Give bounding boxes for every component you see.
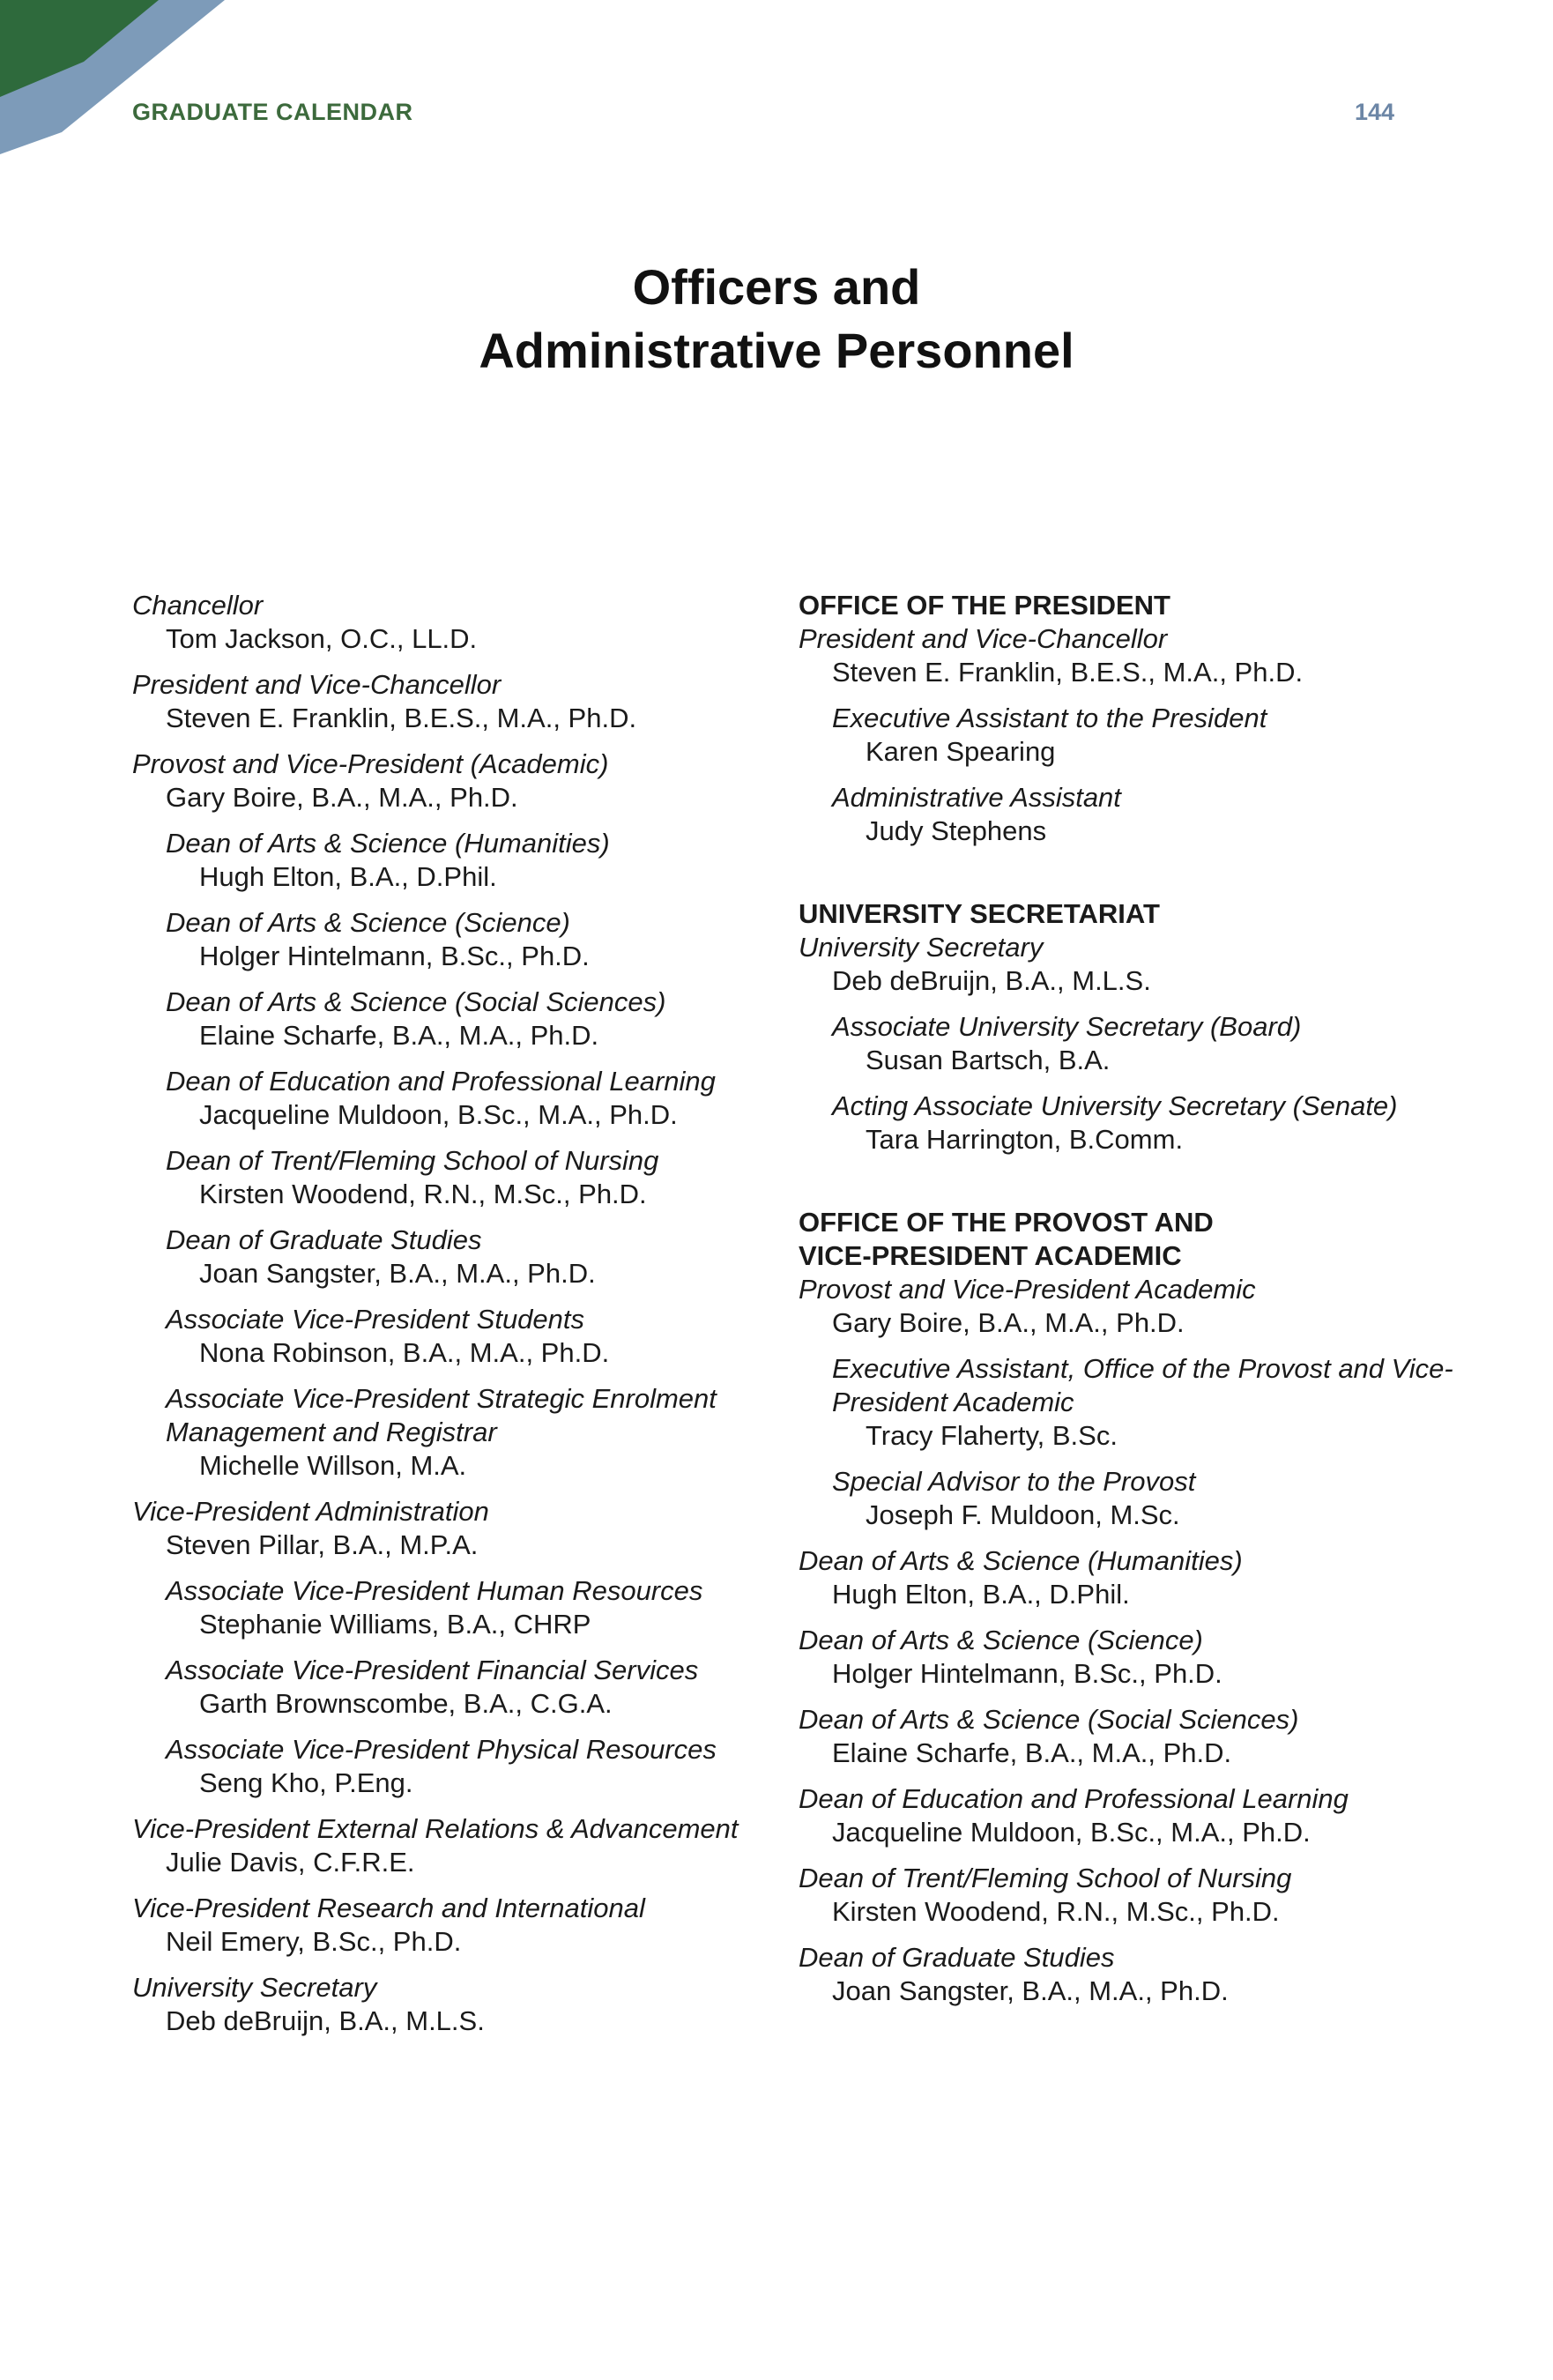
person-name: Tracy Flaherty, B.Sc. bbox=[866, 1420, 1118, 1451]
role-title: Dean of Arts & Science (Humanities) bbox=[166, 828, 610, 859]
personnel-entry bbox=[799, 1273, 1468, 1340]
person-name: Tom Jackson, O.C., LL.D. bbox=[166, 623, 478, 654]
personnel-entry bbox=[799, 781, 1468, 848]
personnel-entry bbox=[132, 1574, 767, 1641]
person-name: Steven E. Franklin, B.E.S., M.A., Ph.D. bbox=[832, 657, 1304, 688]
section-heading-line: VICE-PRESIDENT ACADEMIC bbox=[799, 1240, 1182, 1271]
personnel-entry bbox=[799, 622, 1468, 689]
personnel-entry bbox=[132, 1303, 767, 1370]
person-name: Elaine Scharfe, B.A., M.A., Ph.D. bbox=[832, 1737, 1232, 1768]
role-title: Associate Vice-President Human Resources bbox=[166, 1575, 703, 1606]
personnel-entry bbox=[132, 1892, 767, 1959]
person-name: Jacqueline Muldoon, B.Sc., M.A., Ph.D. bbox=[199, 1099, 678, 1130]
role-title: University Secretary bbox=[132, 1972, 377, 2003]
role-title: Vice-President Administration bbox=[132, 1496, 489, 1527]
role-title: Dean of Graduate Studies bbox=[799, 1942, 1115, 1973]
person-name: Seng Kho, P.Eng. bbox=[199, 1767, 413, 1798]
personnel-entry bbox=[132, 1382, 767, 1483]
section-heading bbox=[799, 1206, 1468, 1273]
person-name: Holger Hintelmann, B.Sc., Ph.D. bbox=[199, 941, 590, 971]
person-name: Susan Bartsch, B.A. bbox=[866, 1045, 1111, 1075]
role-title: Vice-President External Relations & Advancement bbox=[132, 1813, 739, 1844]
personnel-entry bbox=[132, 1654, 767, 1721]
role-title: Acting Associate University Secretary (Senate) bbox=[832, 1090, 1398, 1121]
personnel-entry bbox=[132, 827, 767, 894]
person-name: Jacqueline Muldoon, B.Sc., M.A., Ph.D. bbox=[832, 1817, 1311, 1848]
person-name: Hugh Elton, B.A., D.Phil. bbox=[199, 861, 497, 892]
role-title: Provost and Vice-President (Academic) bbox=[132, 748, 609, 779]
personnel-entry bbox=[799, 1465, 1468, 1532]
personnel-entry bbox=[799, 1782, 1468, 1849]
section-heading bbox=[799, 589, 1468, 622]
personnel-entry bbox=[799, 931, 1468, 998]
page-title-line-1: Officers and bbox=[632, 259, 921, 315]
person-name: Gary Boire, B.A., M.A., Ph.D. bbox=[166, 782, 518, 813]
role-title: Dean of Arts & Science (Social Sciences) bbox=[799, 1704, 1299, 1735]
section-heading-line: OFFICE OF THE PRESIDENT bbox=[799, 590, 1170, 621]
role-title: University Secretary bbox=[799, 932, 1044, 963]
person-name: Joan Sangster, B.A., M.A., Ph.D. bbox=[199, 1258, 596, 1289]
page-title-line-2: Administrative Personnel bbox=[479, 323, 1074, 378]
person-name: Michelle Willson, M.A. bbox=[199, 1450, 467, 1481]
person-name: Holger Hintelmann, B.Sc., Ph.D. bbox=[832, 1658, 1222, 1689]
personnel-entry bbox=[799, 1010, 1468, 1077]
personnel-entry bbox=[132, 985, 767, 1052]
office-section bbox=[799, 897, 1468, 1157]
person-name: Nona Robinson, B.A., M.A., Ph.D. bbox=[199, 1337, 610, 1368]
person-name: Deb deBruijn, B.A., M.L.S. bbox=[166, 2005, 485, 2036]
personnel-entry bbox=[799, 702, 1468, 769]
role-title: President and Vice-Chancellor bbox=[132, 669, 502, 700]
personnel-entry bbox=[132, 1223, 767, 1290]
person-name: Steven Pillar, B.A., M.P.A. bbox=[166, 1529, 479, 1560]
person-name: Kirsten Woodend, R.N., M.Sc., Ph.D. bbox=[199, 1179, 647, 1209]
role-title: Dean of Arts & Science (Social Sciences) bbox=[166, 986, 666, 1017]
personnel-entry bbox=[132, 589, 767, 656]
person-name: Steven E. Franklin, B.E.S., M.A., Ph.D. bbox=[166, 703, 637, 733]
person-name: Tara Harrington, B.Comm. bbox=[866, 1124, 1184, 1155]
office-section bbox=[799, 1206, 1468, 2008]
office-section bbox=[799, 589, 1468, 848]
person-name: Elaine Scharfe, B.A., M.A., Ph.D. bbox=[199, 1020, 599, 1051]
role-title: Dean of Arts & Science (Science) bbox=[799, 1625, 1203, 1655]
role-title: President and Vice-Chancellor bbox=[799, 623, 1168, 654]
role-title: Associate University Secretary (Board) bbox=[832, 1011, 1302, 1042]
role-title: Associate Vice-President Strategic Enrolment Management and Registrar bbox=[166, 1383, 717, 1447]
personnel-entry bbox=[799, 1862, 1468, 1929]
section-heading-line: OFFICE OF THE PROVOST AND bbox=[799, 1207, 1214, 1238]
person-name: Garth Brownscombe, B.A., C.G.A. bbox=[199, 1688, 613, 1719]
personnel-entry bbox=[132, 1733, 767, 1800]
role-title: Chancellor bbox=[132, 590, 264, 621]
personnel-entry bbox=[132, 1971, 767, 2038]
person-name: Gary Boire, B.A., M.A., Ph.D. bbox=[832, 1307, 1185, 1338]
page-title bbox=[0, 256, 1553, 383]
role-title: Executive Assistant to the President bbox=[832, 703, 1267, 733]
role-title: Administrative Assistant bbox=[832, 782, 1121, 813]
running-head: GRADUATE CALENDAR bbox=[132, 99, 413, 125]
role-title: Associate Vice-President Financial Services bbox=[166, 1655, 699, 1685]
role-title: Vice-President Research and International bbox=[132, 1893, 645, 1923]
page-number: 144 bbox=[1354, 99, 1394, 125]
personnel-entry bbox=[132, 747, 767, 814]
role-title: Dean of Graduate Studies bbox=[166, 1224, 482, 1255]
corner-decoration bbox=[0, 0, 264, 159]
personnel-entry bbox=[799, 1090, 1468, 1157]
personnel-entry bbox=[799, 1941, 1468, 2008]
personnel-entry bbox=[132, 1065, 767, 1132]
role-title: Special Advisor to the Provost bbox=[832, 1466, 1196, 1497]
role-title: Associate Vice-President Physical Resources bbox=[166, 1734, 717, 1765]
person-name: Neil Emery, B.Sc., Ph.D. bbox=[166, 1926, 462, 1957]
personnel-entry bbox=[799, 1352, 1468, 1453]
personnel-entry bbox=[799, 1703, 1468, 1770]
role-title: Dean of Arts & Science (Science) bbox=[166, 907, 570, 938]
right-column bbox=[799, 589, 1468, 2057]
personnel-entry bbox=[799, 1624, 1468, 1691]
person-name: Karen Spearing bbox=[866, 736, 1056, 767]
role-title: Dean of Education and Professional Learning bbox=[799, 1783, 1349, 1814]
personnel-entry bbox=[132, 1144, 767, 1211]
role-title: Dean of Education and Professional Learning bbox=[166, 1066, 716, 1097]
personnel-entry bbox=[799, 1544, 1468, 1611]
personnel-entry bbox=[132, 668, 767, 735]
person-name: Joan Sangster, B.A., M.A., Ph.D. bbox=[832, 1975, 1229, 2006]
person-name: Hugh Elton, B.A., D.Phil. bbox=[832, 1579, 1130, 1610]
role-title: Provost and Vice-President Academic bbox=[799, 1274, 1256, 1305]
personnel-entry bbox=[132, 1495, 767, 1562]
person-name: Joseph F. Muldoon, M.Sc. bbox=[866, 1499, 1180, 1530]
role-title: Dean of Arts & Science (Humanities) bbox=[799, 1545, 1243, 1576]
left-column bbox=[132, 589, 767, 2050]
section-heading-line: UNIVERSITY SECRETARIAT bbox=[799, 898, 1160, 929]
role-title: Associate Vice-President Students bbox=[166, 1304, 585, 1335]
person-name: Stephanie Williams, B.A., CHRP bbox=[199, 1609, 591, 1640]
person-name: Julie Davis, C.F.R.E. bbox=[166, 1847, 415, 1878]
role-title: Executive Assistant, Office of the Provost and Vice-President Academic bbox=[832, 1353, 1453, 1417]
person-name: Deb deBruijn, B.A., M.L.S. bbox=[832, 965, 1151, 996]
person-name: Judy Stephens bbox=[866, 815, 1047, 846]
personnel-entry bbox=[132, 1812, 767, 1879]
person-name: Kirsten Woodend, R.N., M.Sc., Ph.D. bbox=[832, 1896, 1280, 1927]
role-title: Dean of Trent/Fleming School of Nursing bbox=[799, 1863, 1292, 1893]
role-title: Dean of Trent/Fleming School of Nursing bbox=[166, 1145, 659, 1176]
personnel-entry bbox=[132, 906, 767, 973]
section-heading bbox=[799, 897, 1468, 931]
